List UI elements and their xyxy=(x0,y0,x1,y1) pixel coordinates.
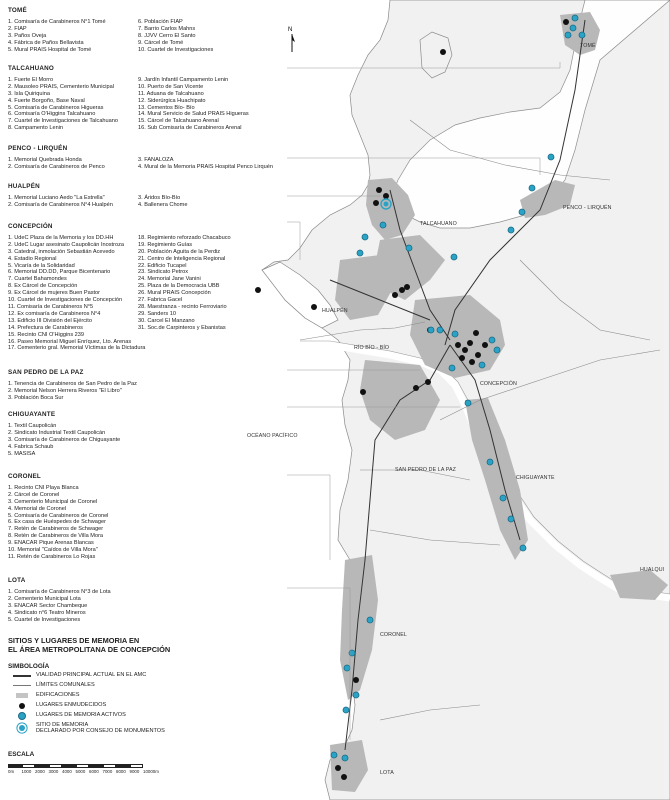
list-item: 2. Cárcel de Coronel xyxy=(8,491,60,498)
list-item: 9. ENACAR Pique Arenas Blancas xyxy=(8,540,94,547)
list-item: 7. Retén de Carabineros de Schwager xyxy=(8,526,104,533)
site-black xyxy=(311,304,317,310)
site-black xyxy=(399,287,405,293)
place-label-tome: TOMÉ xyxy=(580,43,596,49)
list-item: 21. Centro de Inteligencia Regional xyxy=(138,255,226,262)
road-line-icon xyxy=(13,675,31,676)
site-blue xyxy=(572,15,578,21)
scale-tick: 5000 xyxy=(75,768,86,774)
map-title-line2: EL ÁREA METROPOLITANA DE CONCEPCIÓN xyxy=(8,645,171,654)
scale-tick: 8000 xyxy=(116,768,126,774)
legend-label: LUGARES ENMUDECIDOS xyxy=(36,702,107,709)
site-black xyxy=(383,193,389,199)
list-item: 6. Comisaría O'Higgins Talcahuano xyxy=(8,111,96,118)
section-coronel xyxy=(8,474,298,561)
site-index xyxy=(0,0,300,800)
list-item: 11. Retén de Carabineros Lo Rojas xyxy=(8,553,96,560)
section-talcahuano xyxy=(8,66,298,132)
list-item: 2. Cementerio Municipal Lota xyxy=(8,595,81,602)
list-item: 1. Memorial Luciano Aedo "La Estrella" xyxy=(8,194,105,201)
list-item: 6. Memorial DD.DD, Parque Bicentenario xyxy=(8,269,111,276)
legend-label: LÍMITES COMUNALES xyxy=(36,682,95,689)
site-black xyxy=(482,342,488,348)
list-item: 2. Sindicato Industrial Textil Caupolicán xyxy=(8,429,106,436)
list-item: 25. Plaza de la Democracia UBB xyxy=(138,283,220,290)
list-item: 9. Cárcel de Tomé xyxy=(138,39,184,46)
list-item: 3. FANALOZA xyxy=(138,156,174,163)
list-item: 15. Cárcel de Talcahuano Arenal xyxy=(138,118,219,125)
section-title: SAN PEDRO DE LA PAZ xyxy=(8,369,84,376)
scale-tick: 6000 xyxy=(89,768,99,774)
site-blue xyxy=(508,227,514,233)
legend-label: EDIFICACIONES xyxy=(36,692,80,699)
list-item: 3. Paños Oveja xyxy=(8,32,47,39)
list-item: 5. Comisaría de Carabineros de Coronel xyxy=(8,512,109,519)
site-blue xyxy=(487,459,493,465)
site-blue xyxy=(494,347,500,353)
black-dot-icon xyxy=(19,703,25,709)
list-item: 13. Cementos Bío- Bío xyxy=(138,104,195,111)
section-san-pedro xyxy=(8,370,298,402)
symbology-title: SIMBOLOGÍA xyxy=(8,663,50,670)
site-blue xyxy=(406,245,412,251)
site-black xyxy=(459,355,465,361)
list-item: 8. Ex Cárcel de Concepción xyxy=(8,283,78,290)
list-item: 2. Comisaría de Carabineros N°4 Hualpén xyxy=(8,201,113,208)
list-item: 30. Carcel El Manzano xyxy=(138,317,195,324)
legend-row-monument xyxy=(8,721,258,735)
scale-tick: 3000 xyxy=(48,768,59,774)
legend-label: VIALIDAD PRINCIPAL ACTUAL EN EL AMC xyxy=(36,672,147,679)
place-label-penco: PENCO - LIRQUÉN xyxy=(563,205,612,211)
legend-row-road xyxy=(8,671,258,681)
site-blue xyxy=(508,516,514,522)
section-title: CORONEL xyxy=(8,473,41,480)
site-black xyxy=(392,292,398,298)
list-item: 3. Población Boca Sur xyxy=(8,394,64,401)
list-item: 9. Jardín Infantil Campamento Lenin xyxy=(138,76,229,83)
site-blue xyxy=(500,495,506,501)
site-black xyxy=(353,677,359,683)
list-item: 5. Vicaría de la Solidaridad xyxy=(8,262,75,269)
monument-dot-icon xyxy=(19,725,25,731)
list-item: 4. Estadio Regional xyxy=(8,255,57,262)
place-label-chiguayante: CHIGUAYANTE xyxy=(516,475,555,481)
list-item: 1. Recinto CNI Playa Blanca xyxy=(8,484,79,491)
list-item: 1. UdeC Plaza de la Memoria y los DD.HH xyxy=(8,234,114,241)
site-black xyxy=(425,379,431,385)
site-blue xyxy=(342,755,348,761)
list-item: 7. Cuartel Bahamondes xyxy=(8,276,67,283)
list-item: 5. Cuartel de Investigaciones xyxy=(8,616,81,623)
list-item: 10. Cuartel de Investigaciones xyxy=(138,46,214,53)
list-item: 3. Comisaría de Carabineros de Chiguayante xyxy=(8,436,121,443)
legend-row-active xyxy=(8,711,258,721)
list-item: 10. Cuartel de Investigaciones de Concepción xyxy=(8,297,123,304)
site-blue xyxy=(452,331,458,337)
place-label-concepcion: CONCEPCIÓN xyxy=(480,381,517,387)
list-item: 7. Barrio Carlos Mahns xyxy=(138,25,196,32)
scale-tick: 4000 xyxy=(62,768,72,774)
site-blue xyxy=(331,752,337,758)
list-item: 4. Fuerte Borgoño, Base Naval xyxy=(8,97,85,104)
scale-title: ESCALA xyxy=(8,751,35,758)
site-black xyxy=(376,187,382,193)
site-blue xyxy=(520,545,526,551)
list-item: 1. Comisaría de Carabineros N°3 de Lota xyxy=(8,588,111,595)
list-item: 2. Mausoleo PRAIS, Cementerio Municipal xyxy=(8,83,115,90)
legend-row-silenced xyxy=(8,701,258,711)
site-black xyxy=(373,200,379,206)
list-item: 3. Áridos Bío-Bío xyxy=(138,194,181,201)
list-item: 5. MASISA xyxy=(8,450,36,457)
list-item: 6. Ex casa de Huéspedes de Schwager xyxy=(8,519,106,526)
list-item: 18. Regimiento reforzado Chacabuco xyxy=(138,234,231,241)
list-item: 23. Sindicato Petrox xyxy=(138,269,189,276)
list-item: 14. Prefectura de Carabineros xyxy=(8,324,83,331)
section-lota xyxy=(8,578,298,623)
place-label-hualqui: HUALQUI xyxy=(640,567,665,573)
site-black xyxy=(473,330,479,336)
site-blue xyxy=(570,25,576,31)
site-black xyxy=(467,340,473,346)
north-label: N xyxy=(288,27,293,33)
list-item: 1. Memorial Quebrada Honda xyxy=(8,156,82,163)
list-item: 6. Población FIAP xyxy=(138,18,183,25)
list-item: 4. Memorial de Coronel xyxy=(8,505,67,512)
list-item: 29. Sanders 10 xyxy=(138,310,176,317)
section-concepcion xyxy=(8,224,298,352)
site-black xyxy=(404,284,410,290)
symbology-legend xyxy=(8,664,258,735)
list-item: 28. Maestranza - recinto Ferroviario xyxy=(138,303,227,310)
site-black xyxy=(563,19,569,25)
site-blue xyxy=(479,362,485,368)
site-blue xyxy=(343,707,349,713)
list-item: 7. Cuartel de Investigaciones de Talcahuano xyxy=(8,118,118,125)
site-black xyxy=(469,359,475,365)
site-blue xyxy=(367,617,373,623)
list-item: 11. Aduana de Talcahuano xyxy=(138,90,204,97)
scale-tick: 7000 xyxy=(102,768,113,774)
section-title: PENCO - LIRQUÉN xyxy=(8,145,68,152)
list-item: 10. Memorial "Caídos de Villa Mora" xyxy=(8,547,98,554)
list-item: 14. Mural Servicio de Salud PRAIS Higueras xyxy=(138,111,249,118)
place-label-talcahuano: TALCAHUANO xyxy=(420,221,457,227)
section-title: HUALPÉN xyxy=(8,183,40,190)
section-title: CONCEPCIÓN xyxy=(8,223,53,230)
scale-segments xyxy=(8,764,157,768)
list-item: 4. Mural de la Memoria PRAIS Hospital Penco Lirquén xyxy=(138,163,273,170)
place-label-biobio: RÍO BÍO - BÍO xyxy=(354,345,390,351)
place-label-lota: LOTA xyxy=(380,770,394,776)
list-item: 13. Edificio III División del Ejército xyxy=(8,317,92,324)
site-blue xyxy=(437,327,443,333)
section-tome xyxy=(8,8,298,53)
site-black xyxy=(462,347,468,353)
scale-tick: 10000m xyxy=(143,768,159,774)
section-chiguayante xyxy=(8,412,298,457)
legend-row-buildings xyxy=(8,691,258,701)
place-label-ocean: OCÉANO PACÍFICO xyxy=(247,433,298,439)
scale-bar xyxy=(8,752,157,776)
section-title: LOTA xyxy=(8,577,26,584)
list-item: 4. Sindicato n°6 Teatro Mineros xyxy=(8,609,86,616)
list-item: 1. Comisaría de Carabineros N°1 Tomé xyxy=(8,18,106,25)
list-item: 3. ENACAR Sector Chambeque xyxy=(8,602,88,609)
site-blue xyxy=(548,154,554,160)
list-item: 2. UdeC Lugar asesinato Caupolicán Inostroza xyxy=(8,241,124,248)
list-item: 26. Mural PRAIS Concepción xyxy=(138,290,211,297)
site-blue xyxy=(451,254,457,260)
place-label-sanpedro: SAN PEDRO DE LA PAZ xyxy=(395,467,456,473)
list-item: 11. Comisaría de Carabineros N°5 xyxy=(8,303,94,310)
building-fill-icon xyxy=(16,693,28,698)
site-blue xyxy=(565,32,571,38)
map-title-line1: SITIOS Y LUGARES DE MEMORIA EN xyxy=(8,636,140,645)
site-black xyxy=(360,389,366,395)
site-black xyxy=(413,385,419,391)
site-black xyxy=(455,342,461,348)
list-item: 24. Memorial Jane Vanini xyxy=(138,276,201,283)
list-item: 5. Mural PRAIS Hospital de Tomé xyxy=(8,46,92,53)
scale-labels xyxy=(8,769,157,776)
list-item: 31. Soc.de Carpinteros y Ebanistas xyxy=(138,324,226,331)
legend-label: LUGARES DE MEMORIA ACTIVOS xyxy=(36,712,126,719)
scale-tick: 0m xyxy=(8,768,15,774)
site-blue xyxy=(449,365,455,371)
list-item: 19. Regimiento Guías xyxy=(138,241,193,248)
list-item: 4. Fábrica de Paños Bellavista xyxy=(8,39,84,46)
site-blue xyxy=(362,234,368,240)
scale-tick: 1000 xyxy=(21,768,32,774)
site-blue xyxy=(428,327,434,333)
legend-label: SITIO DE MEMORIA DECLARADO POR CONSEJO DE MONUMENTOS xyxy=(36,721,165,734)
list-item: 12. Siderúrgica Huachipato xyxy=(138,97,206,104)
list-item: 27. Fabrica Gacel xyxy=(138,297,183,304)
list-item: 2. Comisaría de Carabineros de Penco xyxy=(8,163,105,170)
site-black xyxy=(440,49,446,55)
list-item: 20. Población Aguita de la Perdiz xyxy=(138,248,221,255)
list-item: 16. Paseo Memorial Miguel Enríquez, Lto. Arenas xyxy=(8,338,132,345)
scale-tick: 9000 xyxy=(129,768,140,774)
section-title: TOMÉ xyxy=(8,7,27,14)
place-label-hualpen: HUALPÉN xyxy=(322,308,348,314)
scale-tick: 2000 xyxy=(35,768,45,774)
list-item: 3. Catedral, inmolación Sebastián Acevedo xyxy=(8,248,115,255)
site-blue xyxy=(353,692,359,698)
monument-site-dot xyxy=(384,202,389,207)
list-item: 12. Ex comisaría de Carabineros N°4 xyxy=(8,310,101,317)
list-item: 2. FIAP xyxy=(8,25,27,32)
place-label-coronel: CORONEL xyxy=(380,632,407,638)
list-item: 1. Fuerte El Morro xyxy=(8,76,54,83)
list-item: 9. Ex Cárcel de mujeres Buen Pastor xyxy=(8,290,101,297)
site-blue xyxy=(344,665,350,671)
list-item: 8. Campamento Lenin xyxy=(8,125,64,132)
list-item: 17. Cementerio gral. Memorial Víctimas de la Dictadura xyxy=(8,345,146,352)
section-title: TALCAHUANO xyxy=(8,65,54,72)
site-blue xyxy=(380,222,386,228)
site-blue xyxy=(465,400,471,406)
list-item: 10. Puerto de San Vicente xyxy=(138,83,204,90)
section-penco-lirquen xyxy=(8,146,298,171)
list-item: 16. Sub Comisaría de Carabineros Arenal xyxy=(138,125,242,132)
map-title xyxy=(8,636,170,654)
site-black xyxy=(335,765,341,771)
site-black xyxy=(341,774,347,780)
blue-dot-icon xyxy=(18,712,26,720)
list-item: 4. Ballenera Chome xyxy=(138,201,188,208)
legend-row-limits xyxy=(8,681,258,691)
section-hualpen xyxy=(8,184,298,209)
list-item: 3. Isla Quiriquina xyxy=(8,90,50,97)
list-item: 8. JJVV Cerro El Santo xyxy=(138,32,196,39)
site-black xyxy=(475,352,481,358)
site-blue xyxy=(489,337,495,343)
list-item: 15. Recinto CNI O'Higgins 239 xyxy=(8,331,84,338)
list-item: 4. Fabrica Schaub xyxy=(8,443,54,450)
list-item: 3. Cementerio Municipal de Coronel xyxy=(8,498,98,505)
list-item: 8. Retén de Carabineros de Villa Mora xyxy=(8,533,104,540)
list-item: 1. Textil Caupolicán xyxy=(8,422,57,429)
list-item: 1. Tenencia de Carabineros de San Pedro de la Paz xyxy=(8,380,137,387)
site-blue xyxy=(519,209,525,215)
communal-line-icon xyxy=(13,685,31,686)
section-title: CHIGUAYANTE xyxy=(8,411,56,418)
list-item: 5. Comisaría de Carabineros Higueras xyxy=(8,104,104,111)
site-blue xyxy=(357,250,363,256)
site-blue xyxy=(529,185,535,191)
list-item: 2. Memorial Nelson Herrera Riveros "El Libro" xyxy=(8,387,122,394)
list-item: 22. Edificio Tucapel xyxy=(138,262,187,269)
site-blue xyxy=(579,32,585,38)
